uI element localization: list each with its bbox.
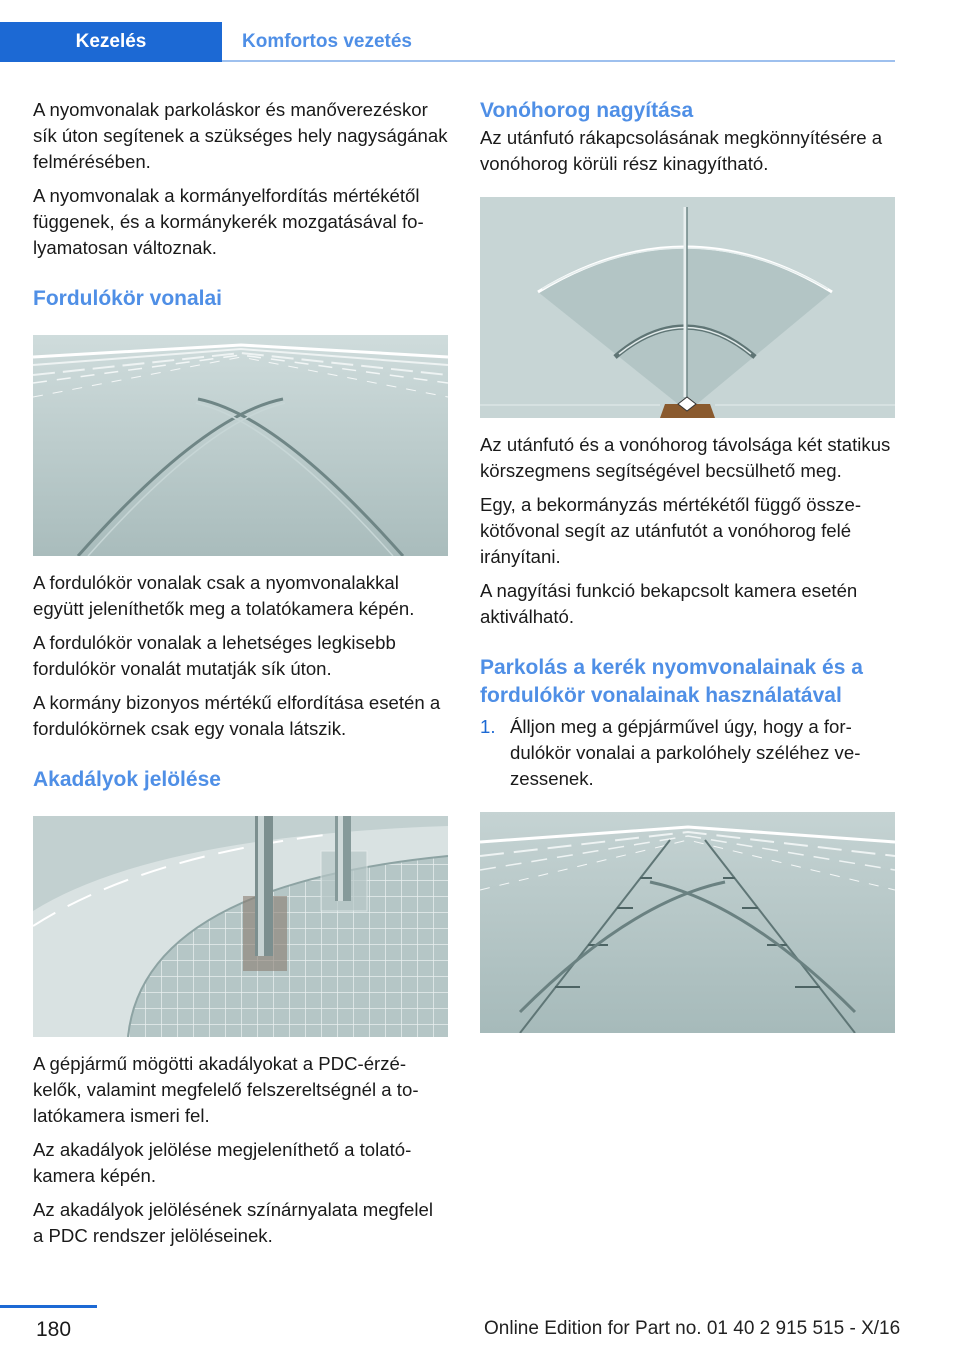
heading-tow-hitch-zoom: Vonóhorog nagyítása [480, 99, 694, 122]
paragraph: Az akadályok jelölése megjeleníthető a tolatókamera képén. [33, 1139, 412, 1186]
left-column [33, 97, 448, 1257]
section-tab-komfortos-vezetes[interactable]: Komfortos vezetés [242, 31, 412, 52]
heading-obstacle-marking: Akadályok jelölése [33, 768, 221, 791]
paragraph: A kormány bizonyos mértékű elfordítása esetén a fordulókörnek csak egy vonala látszik. [33, 692, 441, 739]
turning-circle-camera-image [33, 335, 448, 556]
header-divider [222, 60, 895, 62]
step-text: Álljon meg a gépjárművel úgy, hogy a fordulókör vonalai a parkolóhely széléhez vezessenek. [510, 716, 861, 789]
section-tab-kezeles[interactable]: Kezelés [0, 22, 222, 62]
right-column [480, 97, 895, 1047]
footer-divider [0, 1305, 97, 1308]
paragraph: Az akadályok jelölésének színárnyalata megfelel a PDC rendszer jelöléseinek. [33, 1199, 433, 1246]
page-number: 180 [36, 1318, 72, 1341]
paragraph: A nyomvonalak parkoláskor és manőverezéskor sík úton segítenek a szükséges hely nagyságának felmérésében. [33, 99, 448, 172]
step-item [480, 714, 895, 792]
paragraph: A nagyítási funkció bekapcsolt kamera esetén aktiválható. [480, 580, 858, 627]
step-list [480, 714, 895, 792]
tow-hitch-zoom-camera-image [480, 197, 895, 418]
edition-note: Online Edition for Part no. 01 40 2 915 515 - X/16 [484, 1318, 901, 1339]
paragraph: A fordulókör vonalak a lehetséges legkisebb fordulókör vonalát mutatják sík úton. [33, 632, 396, 679]
heading-parking-with-lines: Parkolás a kerék nyomvonalainak és a fordulókör vonalainak használatával [480, 656, 863, 707]
paragraph: Egy, a bekormányzás mértékétől függő összekötővonal segít az utánfutót a vonóhorog felé irányítani. [480, 494, 862, 567]
paragraph: A nyomvonalak a kormányelfordítás mértékétől függenek, és a kormánykerék mozgatásával folyamatosan változnak. [33, 185, 424, 258]
step-number: 1. [480, 716, 496, 737]
paragraph: A fordulókör vonalak csak a nyomvonalakkal együtt jeleníthetők meg a tolatókamera képén. [33, 572, 415, 619]
paragraph: Az utánfutó és a vonóhorog távolsága két statikus körszegmens segítségével becsülhető meg. [480, 434, 891, 481]
page-header [0, 0, 895, 62]
obstacle-marking-camera-image [33, 816, 448, 1037]
heading-turning-circle-lines: Fordulókör vonalai [33, 287, 223, 310]
paragraph: A gépjármű mögötti akadályokat a PDC-érzékelők, valamint megfelelő felszereltségnél a tolatókamera ismeri fel. [33, 1053, 419, 1126]
parking-lines-camera-image [480, 812, 895, 1033]
paragraph: Az utánfutó rákapcsolásának megkönnyítésére a vonóhorog körüli rész kinagyítható. [480, 127, 883, 174]
